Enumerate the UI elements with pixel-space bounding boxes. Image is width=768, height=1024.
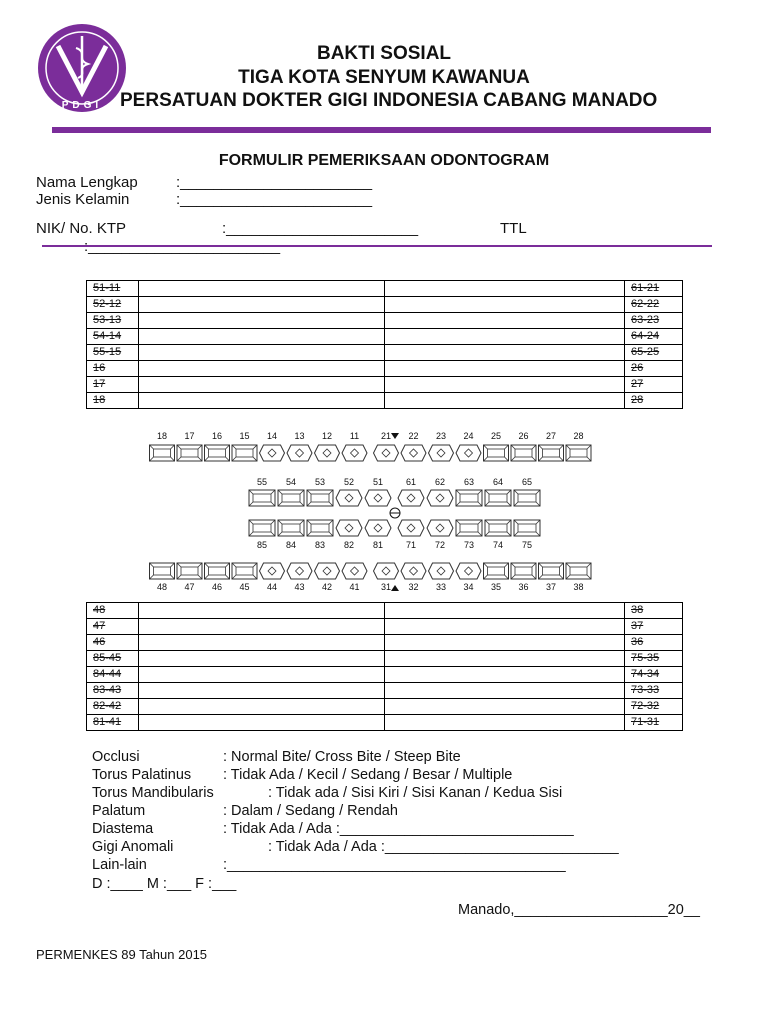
lain-lain-row: [92, 856, 566, 874]
tooth-code-right: 27: [625, 377, 683, 393]
tooth-number: 16: [211, 431, 223, 441]
notes-cell[interactable]: [139, 297, 385, 313]
tooth-code-left: 55-15: [87, 345, 139, 361]
notes-cell[interactable]: [139, 603, 385, 619]
tooth-code-left: 54-14: [87, 329, 139, 345]
tooth-number: 82: [343, 540, 355, 550]
tooth-code-right: 64-24: [625, 329, 683, 345]
tooth-surface: [311, 494, 329, 502]
midline-down-arrow: [391, 433, 399, 439]
notes-cell[interactable]: [139, 635, 385, 651]
tooth-number: 64: [492, 477, 504, 487]
tooth-surface: [488, 567, 505, 575]
notes-cell[interactable]: [139, 393, 385, 409]
tooth-number: 26: [518, 431, 529, 441]
torus-mandibularis-label: Torus Mandibularis: [92, 785, 214, 801]
tooth-code-right: 72-32: [625, 699, 683, 715]
occlusi-options[interactable]: : Normal Bite/ Cross Bite / Steep Bite: [223, 749, 461, 765]
tooth-code-left: 83-43: [87, 683, 139, 699]
torus-palatinus-label: Torus Palatinus: [92, 767, 192, 783]
tooth-number: 45: [239, 582, 250, 592]
tooth-number: 35: [490, 582, 502, 592]
tooth-code-left: 51-11: [87, 281, 139, 297]
tooth-number: 65: [521, 477, 533, 487]
tooth-number: 43: [294, 582, 305, 592]
tooth-code-left: 48: [87, 603, 139, 619]
lain-lain-field[interactable]: :__________________________________________: [223, 857, 566, 873]
tooth-number: 14: [266, 431, 278, 441]
tooth-code-left: 52-12: [87, 297, 139, 313]
notes-cell[interactable]: [139, 715, 385, 731]
tooth-number: 42: [321, 582, 333, 592]
palatum-options[interactable]: : Dalam / Sedang / Rendah: [223, 803, 398, 819]
tooth-number: 55: [256, 477, 268, 487]
notes-cell[interactable]: [385, 651, 625, 667]
diastema-label: Diastema: [92, 821, 154, 837]
tooth-code-right: 73-33: [625, 683, 683, 699]
tooth-code-right: 28: [625, 393, 683, 409]
table-row: [87, 619, 683, 635]
tooth-number: 28: [573, 431, 584, 441]
tooth-surface: [154, 449, 171, 457]
svg-text:PDGI: PDGI: [61, 100, 103, 111]
notes-cell[interactable]: [385, 619, 625, 635]
tooth-number: 85: [256, 540, 268, 550]
tooth-surface: [209, 567, 226, 575]
table-row: [87, 651, 683, 667]
notes-cell[interactable]: [385, 603, 625, 619]
tooth-surface: [518, 494, 536, 502]
occlusi-row: [92, 748, 461, 766]
table-row: [87, 603, 683, 619]
torus-mandibularis-options[interactable]: : Tidak ada / Sisi Kiri / Sisi Kanan / Kedua Sisi: [268, 785, 563, 801]
table-row: [87, 345, 683, 361]
odontogram-chart: [148, 428, 634, 598]
table-row: [87, 297, 683, 313]
tooth-surface: [282, 524, 300, 532]
gigi-anomali-row: [92, 838, 619, 856]
header-line-1: BAKTI SOSIAL: [316, 43, 452, 64]
notes-cell[interactable]: [139, 313, 385, 329]
dmf-index[interactable]: D :____ M :___ F :___: [92, 876, 237, 892]
tooth-number: 31: [380, 582, 392, 592]
tooth-number: 33: [435, 582, 447, 592]
tooth-code-right: 63-23: [625, 313, 683, 329]
tooth-code-left: 81-41: [87, 715, 139, 731]
tooth-number: 41: [349, 582, 360, 592]
gigi-anomali-options[interactable]: : Tidak Ada / Ada :_____________________________: [268, 839, 619, 855]
pdgi-logo: [36, 22, 128, 114]
tooth-number: 71: [405, 540, 417, 550]
tooth-surface: [543, 449, 560, 457]
notes-cell[interactable]: [139, 699, 385, 715]
tooth-number: 74: [492, 540, 504, 550]
tooth-surface: [236, 567, 253, 575]
tooth-surface: [253, 524, 271, 532]
tooth-number: 48: [156, 582, 168, 592]
tooth-number: 52: [343, 477, 355, 487]
table-row: [87, 667, 683, 683]
nama-field[interactable]: :_______________________: [176, 174, 373, 191]
diastema-options[interactable]: : Tidak Ada / Ada :_____________________________: [223, 821, 574, 837]
torus-mandibularis-row: [92, 784, 562, 802]
tooth-surface: [154, 567, 171, 575]
tooth-number: 72: [434, 540, 446, 550]
notes-cell[interactable]: [385, 313, 625, 329]
tooth-number: 62: [434, 477, 446, 487]
table-row: [87, 329, 683, 345]
notes-cell[interactable]: [139, 619, 385, 635]
tooth-code-left: 46: [87, 635, 139, 651]
tooth-code-right: 61-21: [625, 281, 683, 297]
tooth-surface: [460, 494, 478, 502]
tooth-code-right: 38: [625, 603, 683, 619]
jenis-kelamin-label: Jenis Kelamin: [36, 191, 130, 208]
tooth-surface: [282, 494, 300, 502]
notes-cell[interactable]: [385, 297, 625, 313]
tooth-number: 73: [463, 540, 475, 550]
torus-palatinus-options[interactable]: : Tidak Ada / Kecil / Sedang / Besar / Multiple: [223, 767, 513, 783]
nama-label: Nama Lengkap: [36, 174, 138, 191]
tooth-number: 38: [573, 582, 584, 592]
table-row: [87, 683, 683, 699]
ttl-label: TTL: [500, 220, 527, 237]
table-row: [87, 699, 683, 715]
tooth-number: 46: [211, 582, 223, 592]
notes-cell[interactable]: [385, 683, 625, 699]
tooth-surface: [543, 567, 560, 575]
tooth-number: 25: [490, 431, 502, 441]
tooth-code-left: 18: [87, 393, 139, 409]
midline-up-arrow: [391, 585, 399, 591]
header-line-2: TIGA KOTA SENYUM KAWANUA: [238, 67, 530, 88]
diastema-row: [92, 820, 574, 838]
tooth-number: 47: [184, 582, 195, 592]
tooth-number: 15: [239, 431, 250, 441]
notes-cell[interactable]: [139, 329, 385, 345]
header-divider: [52, 127, 711, 133]
tooth-code-right: 26: [625, 361, 683, 377]
tooth-number: 22: [408, 431, 419, 441]
signature-line[interactable]: Manado,___________________20__: [458, 902, 700, 918]
tooth-surface: [311, 524, 329, 532]
gigi-anomali-label: Gigi Anomali: [92, 839, 174, 855]
ttl-field[interactable]: :_______________________: [84, 238, 281, 255]
tooth-surface: [515, 567, 532, 575]
tooth-surface: [181, 567, 198, 575]
tooth-surface: [489, 524, 507, 532]
tooth-number: 36: [518, 582, 529, 592]
table-row: [87, 715, 683, 731]
form-title: FORMULIR PEMERIKSAAN ODONTOGRAM: [218, 152, 550, 169]
notes-cell[interactable]: [139, 377, 385, 393]
tooth-surface: [518, 524, 536, 532]
tooth-number: 23: [435, 431, 447, 441]
notes-cell[interactable]: [385, 635, 625, 651]
palatum-row: [92, 802, 398, 820]
notes-cell[interactable]: [139, 361, 385, 377]
tooth-number: 63: [463, 477, 475, 487]
table-row: [87, 281, 683, 297]
tooth-number: 24: [463, 431, 474, 441]
tooth-number: 21: [380, 431, 392, 441]
tooth-number: 11: [349, 431, 360, 441]
tooth-number: 44: [266, 582, 278, 592]
tooth-code-right: 37: [625, 619, 683, 635]
tooth-surface: [488, 449, 505, 457]
tooth-code-right: 74-34: [625, 667, 683, 683]
tooth-number: 17: [184, 431, 195, 441]
notes-cell[interactable]: [139, 651, 385, 667]
tooth-number: 32: [408, 582, 419, 592]
tooth-surface: [236, 449, 253, 457]
table-row: [87, 377, 683, 393]
notes-cell[interactable]: [385, 329, 625, 345]
notes-cell[interactable]: [385, 281, 625, 297]
palatum-label: Palatum: [92, 803, 146, 819]
tooth-surface: [570, 567, 587, 575]
tooth-code-right: 75-35: [625, 651, 683, 667]
table-row: [87, 313, 683, 329]
tooth-surface: [181, 449, 198, 457]
tooth-code-left: 16: [87, 361, 139, 377]
notes-cell[interactable]: [139, 683, 385, 699]
tooth-number: 12: [321, 431, 333, 441]
notes-cell[interactable]: [139, 281, 385, 297]
tooth-code-left: 47: [87, 619, 139, 635]
tooth-surface: [489, 494, 507, 502]
tooth-number: 84: [285, 540, 297, 550]
tooth-code-left: 84-44: [87, 667, 139, 683]
tooth-code-right: 71-31: [625, 715, 683, 731]
lower-teeth-table: [86, 602, 683, 731]
table-row: [87, 635, 683, 651]
tooth-surface: [209, 449, 226, 457]
nik-label: NIK/ No. KTP: [36, 220, 127, 237]
tooth-number: 83: [314, 540, 326, 550]
notes-cell[interactable]: [385, 361, 625, 377]
tooth-number: 37: [545, 582, 557, 592]
tooth-number: 81: [372, 540, 384, 550]
torus-palatinus-row: [92, 766, 512, 784]
tooth-number: 51: [372, 477, 384, 487]
tooth-surface: [515, 449, 532, 457]
upper-teeth-table: [86, 280, 683, 409]
tooth-code-left: 53-13: [87, 313, 139, 329]
jenis-kelamin-field[interactable]: :_______________________: [176, 191, 373, 208]
tooth-number: 75: [521, 540, 533, 550]
tooth-code-left: 17: [87, 377, 139, 393]
occlusi-label: Occlusi: [92, 749, 140, 765]
tooth-surface: [253, 494, 271, 502]
notes-cell[interactable]: [385, 393, 625, 409]
tooth-number: 34: [463, 582, 474, 592]
tooth-code-right: 62-22: [625, 297, 683, 313]
nik-field[interactable]: :_______________________: [222, 220, 419, 237]
tooth-number: 18: [156, 431, 168, 441]
table-row: [87, 361, 683, 377]
notes-cell[interactable]: [385, 699, 625, 715]
tooth-number: 54: [285, 477, 297, 487]
tooth-number: 27: [545, 431, 557, 441]
tooth-code-left: 85-45: [87, 651, 139, 667]
notes-cell[interactable]: [385, 345, 625, 361]
header-line-3: PERSATUAN DOKTER GIGI INDONESIA CABANG MANADO: [120, 90, 658, 111]
footer-note: PERMENKES 89 Tahun 2015: [36, 947, 208, 962]
table-row: [87, 393, 683, 409]
tooth-number: 53: [314, 477, 326, 487]
notes-cell[interactable]: [385, 715, 625, 731]
tooth-code-right: 36: [625, 635, 683, 651]
tooth-number: 13: [294, 431, 305, 441]
notes-cell[interactable]: [385, 377, 625, 393]
lain-lain-label: Lain-lain: [92, 857, 147, 873]
notes-cell[interactable]: [139, 345, 385, 361]
tooth-code-left: 82-42: [87, 699, 139, 715]
tooth-number: 61: [405, 477, 417, 487]
notes-cell[interactable]: [385, 667, 625, 683]
notes-cell[interactable]: [139, 667, 385, 683]
tooth-code-right: 65-25: [625, 345, 683, 361]
tooth-surface: [460, 524, 478, 532]
tooth-surface: [570, 449, 587, 457]
